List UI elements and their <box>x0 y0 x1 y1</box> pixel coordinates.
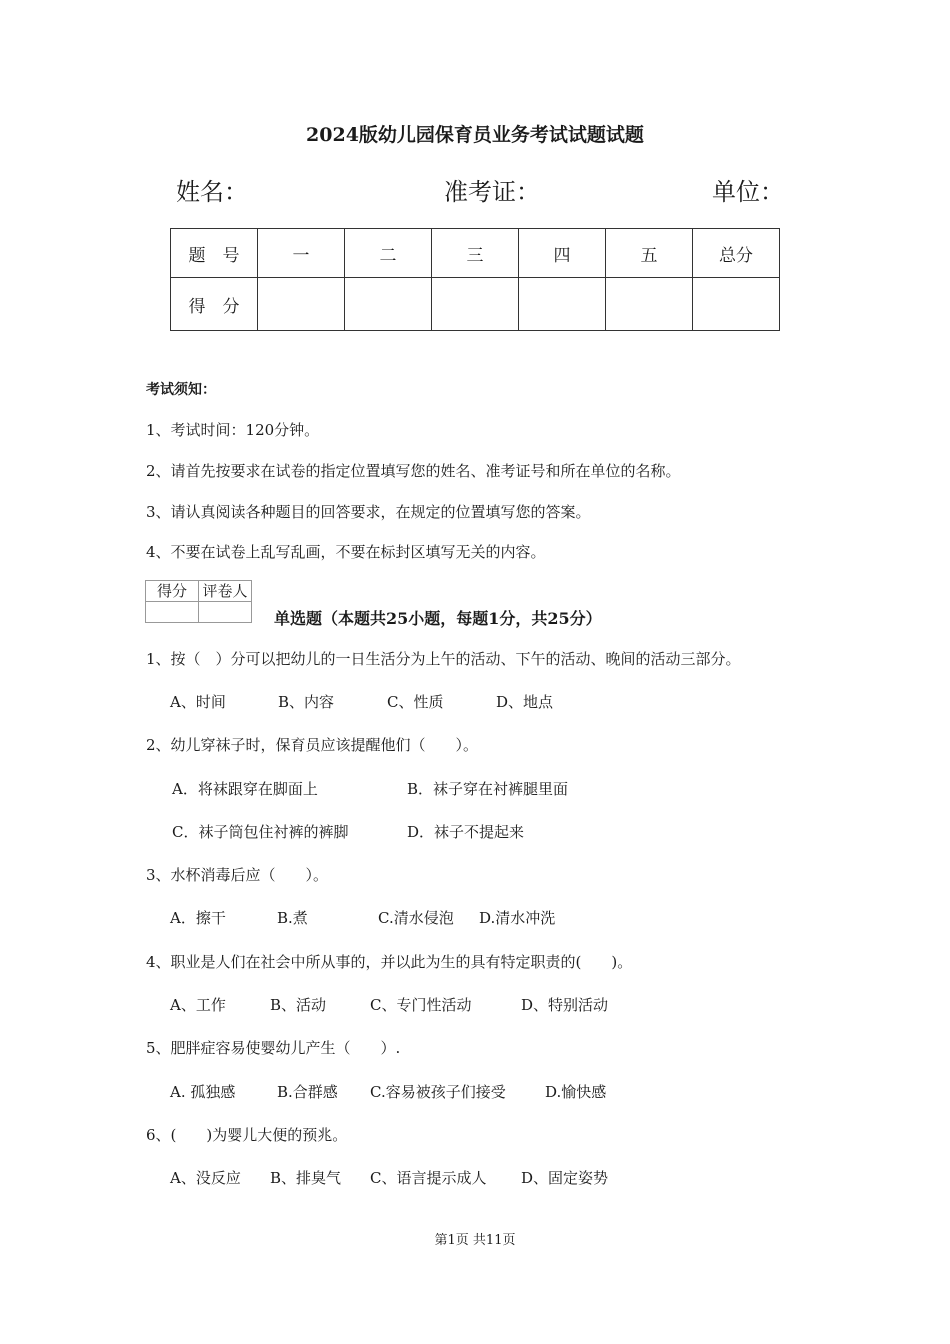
score-cell[interactable] <box>693 278 780 331</box>
option-c[interactable]: C．袜子筒包住衬裤的裤脚 <box>172 823 349 841</box>
score-cell[interactable] <box>258 278 345 331</box>
score-header-cell: 二 <box>345 229 432 278</box>
section-title: 单选题（本题共25小题，每题1分，共25分） <box>274 609 602 628</box>
question-stem: 3、水杯消毒后应（ ）。 <box>146 866 329 884</box>
question-stem: 4、职业是人们在社会中所从事的，并以此为生的具有特定职责的( )。 <box>146 953 633 971</box>
option-a[interactable]: A、工作 <box>170 996 226 1014</box>
question-stem: 1、按（ ）分可以把幼儿的一日生活分为上午的活动、下午的活动、晚间的活动三部分。 <box>146 650 741 668</box>
option-b[interactable]: B．袜子穿在衬裤腿里面 <box>407 780 569 798</box>
option-a[interactable]: A．擦干 <box>170 909 226 927</box>
option-d[interactable]: D．袜子不提起来 <box>407 823 525 841</box>
question-stem: 2、幼儿穿袜子时，保育员应该提醒他们（ ）。 <box>146 736 479 754</box>
grader-reviewer-label: 评卷人 <box>199 581 252 602</box>
note-item: 3、请认真阅读各种题目的回答要求，在规定的位置填写您的答案。 <box>146 503 591 521</box>
note-item: 4、不要在试卷上乱写乱画，不要在标封区填写无关的内容。 <box>146 543 546 561</box>
option-a[interactable]: A．将袜跟穿在脚面上 <box>172 780 318 798</box>
score-cell[interactable] <box>345 278 432 331</box>
page-title: 2024版幼儿园保育员业务考试试题试题 <box>306 124 644 146</box>
score-header-cell: 一 <box>258 229 345 278</box>
option-c[interactable]: C、专门性活动 <box>370 996 472 1014</box>
option-c[interactable]: C、性质 <box>387 693 444 711</box>
grader-score-cell[interactable] <box>146 602 199 623</box>
option-d[interactable]: D.愉快感 <box>545 1083 607 1101</box>
note-item: 2、请首先按要求在试卷的指定位置填写您的姓名、准考证号和所在单位的名称。 <box>146 462 681 480</box>
grader-box <box>145 580 252 623</box>
score-header-cell: 总分 <box>693 229 780 278</box>
score-header-cell: 三 <box>432 229 519 278</box>
grader-reviewer-cell[interactable] <box>199 602 252 623</box>
score-header-cell: 五 <box>606 229 693 278</box>
score-cell[interactable] <box>519 278 606 331</box>
score-header-cell: 题 号 <box>171 229 258 278</box>
score-row-label: 得 分 <box>171 278 258 331</box>
unit-field-label: 单位： <box>712 178 784 206</box>
option-b[interactable]: B.合群感 <box>277 1083 338 1101</box>
question-stem: 5、肥胖症容易使婴幼儿产生（ ）. <box>146 1039 401 1057</box>
page-footer: 第1页 共11页 <box>434 1233 516 1248</box>
score-table-score-row <box>171 278 780 331</box>
score-cell[interactable] <box>606 278 693 331</box>
notes-title: 考试须知： <box>146 382 216 398</box>
option-c[interactable]: C.清水侵泡 <box>378 909 454 927</box>
option-b[interactable]: B、内容 <box>278 693 335 711</box>
option-a[interactable]: A、没反应 <box>170 1169 241 1187</box>
score-table <box>170 228 780 331</box>
option-d[interactable]: D、固定姿势 <box>521 1169 609 1187</box>
option-d[interactable]: D、特别活动 <box>521 996 609 1014</box>
option-d[interactable]: D、地点 <box>496 693 554 711</box>
option-c[interactable]: C.容易被孩子们接受 <box>370 1083 506 1101</box>
option-b[interactable]: B、排臭气 <box>270 1169 342 1187</box>
score-cell[interactable] <box>432 278 519 331</box>
option-c[interactable]: C、语言提示成人 <box>370 1169 487 1187</box>
score-table-header-row <box>171 229 780 278</box>
option-a[interactable]: A. 孤独感 <box>170 1083 236 1101</box>
score-header-cell: 四 <box>519 229 606 278</box>
option-b[interactable]: B、活动 <box>270 996 327 1014</box>
question-stem: 6、( )为婴儿大便的预兆。 <box>146 1126 348 1144</box>
grader-score-label: 得分 <box>146 581 199 602</box>
name-field-label: 姓名： <box>176 178 248 206</box>
option-a[interactable]: A、时间 <box>170 693 226 711</box>
note-item: 1、考试时间：120分钟。 <box>146 421 320 439</box>
option-b[interactable]: B.煮 <box>277 909 308 927</box>
option-d[interactable]: D.清水冲洗 <box>479 909 556 927</box>
exam-number-field-label: 准考证： <box>444 178 540 206</box>
